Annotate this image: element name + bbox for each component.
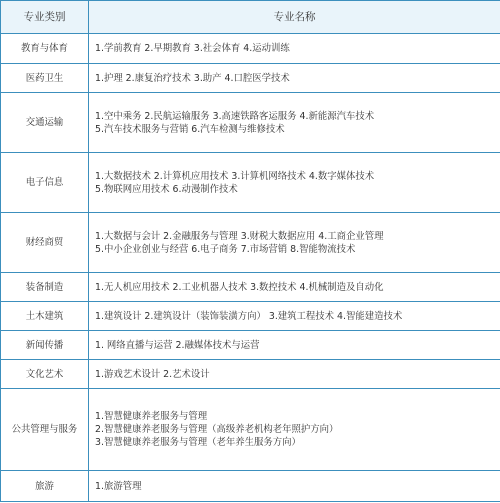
table-row (1, 302, 500, 331)
row-category: 土木建筑 (1, 302, 89, 331)
row-category: 财经商贸 (1, 213, 89, 273)
row-majors (89, 273, 500, 302)
table-row (1, 93, 500, 153)
major-line: 2.智慧健康养老服务与管理（高级养老机构老年照护方向） (95, 424, 339, 435)
major-line: 5.中小企业创业与经营 6.电子商务 7.市场营销 8.智能物流技术 (95, 243, 356, 255)
row-category: 新闻传播 (1, 331, 89, 360)
row-category: 装备制造 (1, 273, 89, 302)
major-line: 1.大数据技术 2.计算机应用技术 3.计算机网络技术 4.数字媒体技术 (95, 170, 375, 182)
table-row (1, 360, 500, 389)
major-line: 1.空中乘务 2.民航运输服务 3.高速铁路客运服务 4.新能源汽车技术 (95, 110, 375, 122)
table-header (1, 1, 500, 34)
table-row (1, 471, 500, 502)
row-category: 电子信息 (1, 153, 89, 213)
table-row (1, 331, 500, 360)
major-line: 1.旅游管理 (95, 480, 142, 492)
major-line: 1.建筑设计 2.建筑设计（装饰装潢方向） 3.建筑工程技术 4.智能建造技术 (95, 310, 403, 322)
major-line: 1.无人机应用技术 2.工业机器人技术 3.数控技术 4.机械制造及自动化 (95, 281, 384, 293)
header-row (1, 1, 500, 34)
header-name: 专业名称 (89, 1, 500, 34)
row-majors (89, 360, 500, 389)
table-row (1, 389, 500, 471)
row-majors (89, 302, 500, 331)
major-line: 1.护理 2.康复治疗技术 3.助产 4.口腔医学技术 (95, 72, 290, 84)
major-line: 3.智慧健康养老服务与管理（老年养生服务方向） (95, 437, 301, 448)
major-line: 1. 网络直播与运营 2.融媒体技术与运营 (95, 339, 260, 351)
table-row (1, 273, 500, 302)
table-row (1, 64, 500, 93)
row-category: 旅游 (1, 471, 89, 502)
table-row (1, 213, 500, 273)
row-category: 教育与体育 (1, 34, 89, 64)
row-majors (89, 331, 500, 360)
major-line: 1.游戏艺术设计 2.艺术设计 (95, 368, 210, 380)
row-majors (89, 389, 500, 471)
major-line: 5.汽车技术服务与营销 6.汽车检测与维修技术 (95, 123, 285, 135)
table-row (1, 34, 500, 64)
row-category: 文化艺术 (1, 360, 89, 389)
major-line: 1.学前教育 2.早期教育 3.社会体育 4.运动训练 (95, 43, 290, 54)
major-line: 5.物联网应用技术 6.动漫制作技术 (95, 183, 238, 195)
row-majors (89, 471, 500, 502)
row-category: 公共管理与服务 (1, 389, 89, 471)
row-majors (89, 64, 500, 93)
table-row (1, 153, 500, 213)
row-category: 医药卫生 (1, 64, 89, 93)
header-category: 专业类别 (1, 1, 89, 34)
row-majors (89, 34, 500, 64)
row-majors (89, 153, 500, 213)
row-majors (89, 93, 500, 153)
major-line: 1.智慧健康养老服务与管理 (95, 411, 208, 422)
major-line: 1.大数据与会计 2.金融服务与管理 3.财税大数据应用 4.工商企业管理 (95, 230, 384, 242)
row-category: 交通运输 (1, 93, 89, 153)
row-majors (89, 213, 500, 273)
